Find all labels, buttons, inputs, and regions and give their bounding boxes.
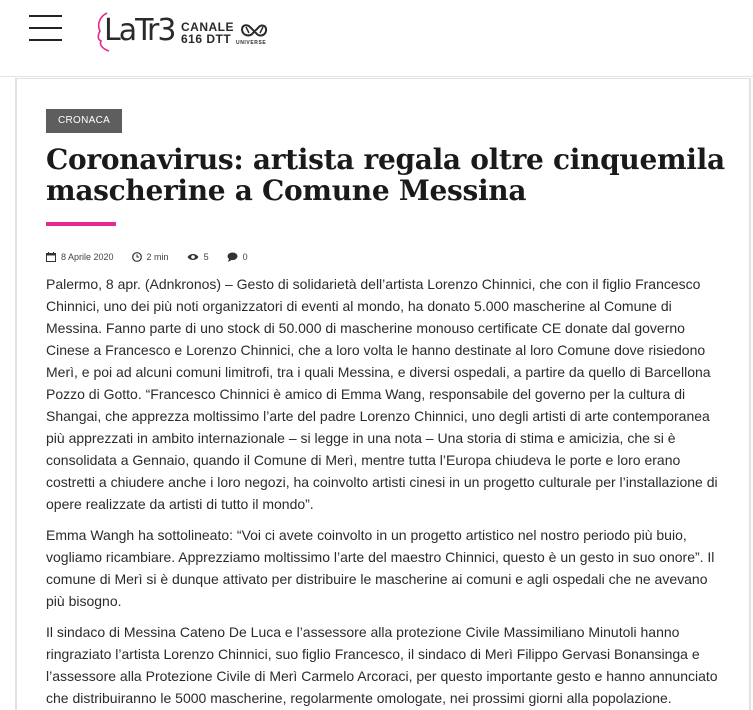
article-paragraph: Palermo, 8 apr. (Adnkronos) – Gesto di solidarietà dell’artista Lorenzo Chinnici, che con il figlio Francesco Chinnici, uno dei più noti organizzatori di eventi al mondo, ha donato 5.000 mascherine al Comune di Messina. Fanno parte di uno stock di 50.000 di mascherine monouso certificate CE donate dal governo Cinese a Francesco e Lorenzo Chinnici, che a loro volta le hanno destinate al loro Comune dove risiedono Merì, e poi ad alcuni comuni limitrofi, tra i quali Messina, e diversi ospedali, a partire da quello di Barcellona Pozzo di Gotto. “Francesco Chinnici è amico di Emma Wang, responsabile del governo per la cultura di Shangai, che apprezza moltissimo l’arte del padre Lorenzo Chinnici, uno degli artisti di arte contemporanea più apprezzati in ambito internazionale – si legge in una nota – Una storia di stima e amicizia, che si è consolidata a Gennaio, quando il Comune di Merì, mentre tutta l’Europa chiudeva le porte e loro erano costretti a chiudere anche i loro negozi, ha coinvolto artisti cinesi in un progetto culturale per l’installazione di opere realizzate da artisti di tutto il mondo”.: [46, 276, 718, 512]
meta-date: [46, 252, 114, 262]
article-title: Coronavirus: artista regala oltre cinquemila mascherine a Comune Messina: [46, 143, 725, 207]
article-meta: [46, 250, 266, 264]
calendar-icon: [46, 252, 56, 262]
article-paragraph: Emma Wangh ha sottolineato: “Voi ci avete coinvolto in un progetto artistico nel nostro periodo più buio, vogliamo ricambiare. Apprezziamo moltissimo l’arte del maestro Chinnici, questo è un gesto in suo onore”. Il comune di Merì si è dunque attivato per distribuire le mascherine ai comuni e agli ospedali che ne avevano più bisogno.: [46, 527, 715, 609]
logo-channel-line2: 616 DTT: [181, 32, 232, 46]
eye-icon: [187, 252, 199, 262]
article-body: [46, 273, 722, 710]
site-logo[interactable]: [95, 11, 280, 53]
logo-universe-text: UNIVERSE: [236, 40, 267, 46]
clock-icon: [132, 252, 142, 262]
meta-read-time-text: 2 min: [146, 252, 169, 262]
universe-logo-icon: [239, 21, 273, 39]
meta-date-text: 8 Aprile 2020: [61, 252, 114, 262]
meta-views: [187, 252, 209, 262]
logo-channel-text: [181, 21, 234, 45]
menu-icon-bar: [29, 15, 62, 17]
category-badge[interactable]: CRONACA: [46, 109, 122, 133]
logo-channel-line1: CANALE: [181, 20, 234, 34]
menu-icon-bar: [29, 27, 62, 29]
meta-comments[interactable]: [227, 252, 248, 262]
comment-icon: [227, 252, 238, 262]
logo-brand-text: LaTr3: [104, 13, 175, 48]
article-paragraph: Il sindaco di Messina Cateno De Luca e l’assessore alla protezione Civile Massimiliano Minutoli hanno ringraziato l’artista Lorenzo Chinnici, suo figlio Francesco, il sindaco di Merì Filippo Gervasi Bonansinga e l’assessore alla Protezione Civile di Merì Carmelo Arcoraci, per questo importante gesto e hanno annunciato che distribuiranno le 5000 mascherine, regolarmente omologate, nei prossimi giorni alla popolazione.: [46, 624, 718, 706]
site-header: [0, 0, 753, 77]
menu-icon[interactable]: [29, 15, 62, 43]
meta-views-text: 5: [203, 252, 209, 262]
menu-icon-bar: [29, 39, 62, 41]
meta-comments-text: 0: [242, 252, 248, 262]
title-underline: [46, 222, 116, 226]
meta-read-time: [132, 252, 169, 262]
